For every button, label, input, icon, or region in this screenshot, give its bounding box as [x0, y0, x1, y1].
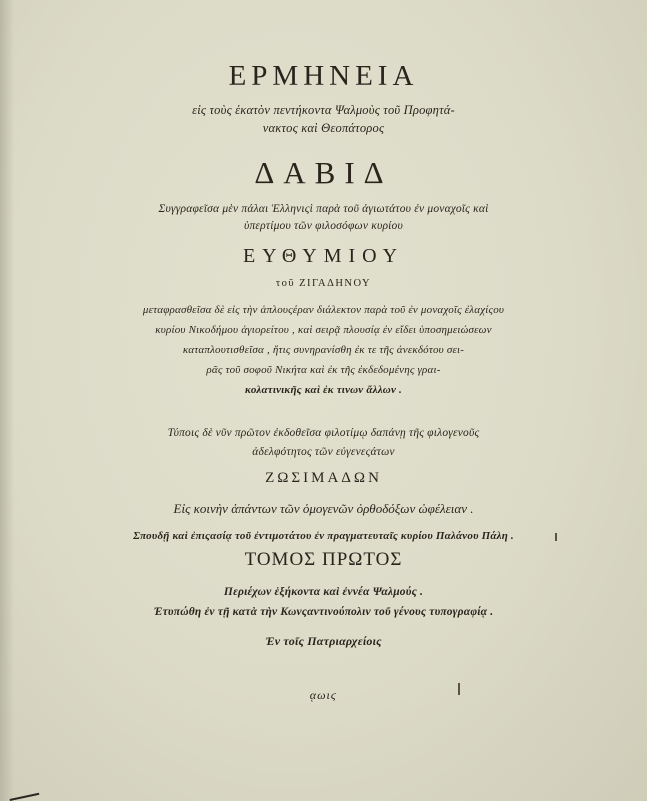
- ink-mark: [555, 533, 557, 541]
- patron-line-2: ἀδελφότητος τῶν εὐγενεςάτων: [252, 446, 395, 458]
- translation-line-2: κυρίου Νικοδήμου ἁγιορείτου , καὶ σειρᾷ πλουσίᾳ ἐν εἴδει ὑποσημειώσεων: [155, 324, 492, 336]
- volume-heading: ΤΟΜΟΣ ΠΡΩΤΟΣ: [244, 549, 403, 570]
- place-line: Ἐν τοῖς Πατριαρχείοις: [265, 634, 382, 648]
- patrons-heading: ΖΩΣΙΜΑΔΩΝ: [265, 470, 382, 486]
- translation-line-3: καταπλουτισθεῖσα , ἥτις συνηρανίσθη ἐκ τε τῆς ἀνεκδότου σει-: [182, 344, 465, 356]
- author-surname: τοῦ ΖΙΓΑΔΗΝΟΥ: [275, 278, 372, 289]
- subtitle-line-1: εἰς τοὺς ἑκατὸν πεντήκοντα Ψαλμοὺς τοῦ Προφητά-: [192, 103, 455, 117]
- contents-line: Περιέχων ἑξήκοντα καὶ ἐννέα Ψαλμούς .: [223, 586, 424, 598]
- printed-line: Ἐτυπώθη ἐν τῇ κατὰ τὴν Κωνςαντινούπολιν τοῦ γένους τυπογραφίᾳ .: [153, 606, 494, 618]
- date-line: ᾳωιϛ: [309, 688, 338, 702]
- editor-line: Σπουδῇ καὶ ἐπιςασίᾳ τοῦ ἐντιμοτάτου ἐν πραγματευταῖς κυρίου Παλάνου Πάλη .: [133, 530, 514, 542]
- patron-line-1: Τύποις δὲ νῦν πρῶτον ἐκδοθεῖσα φιλοτίμῳ δαπάνῃ τῆς φιλογενοῦς: [167, 427, 480, 439]
- ink-mark: [458, 683, 460, 695]
- translation-line-5: κολατινικῆς καὶ ἐκ τινων ἄλλων .: [245, 384, 402, 396]
- author-intro-line-1: Συγγραφεῖσα μὲν πάλαι Ἑλληνιςὶ παρὰ τοῦ ἁγιωτάτου ἐν μοναχοῖς καὶ: [158, 203, 489, 215]
- book-title: ΕΡΜΗΝΕΙΑ: [228, 60, 419, 92]
- subtitle-line-2: νακτος καὶ Θεοπάτορος: [262, 121, 385, 135]
- author-name: ΕΥΘΥΜΙΟΥ: [242, 245, 405, 267]
- benefit-line: Εἰς κοινὴν ἁπάντων τῶν ὁμογενῶν ὀρθοδόξων ὠφέλειαν .: [173, 501, 474, 516]
- david-heading: ΔΑΒΙΔ: [254, 155, 393, 190]
- translation-line-1: μεταφρασθεῖσα δὲ εἰς τὴν ἁπλουςέραν διάλεκτον παρὰ τοῦ ἐν μοναχοῖς ἐλαχίςου: [142, 304, 505, 316]
- translation-line-4: ρᾶς τοῦ σοφοῦ Νικήτα καὶ ἐκ τῆς ἐκδεδομένης γραι-: [206, 364, 441, 376]
- author-intro-line-2: ὑπερτίμου τῶν φιλοσόφων κυρίου: [243, 220, 403, 232]
